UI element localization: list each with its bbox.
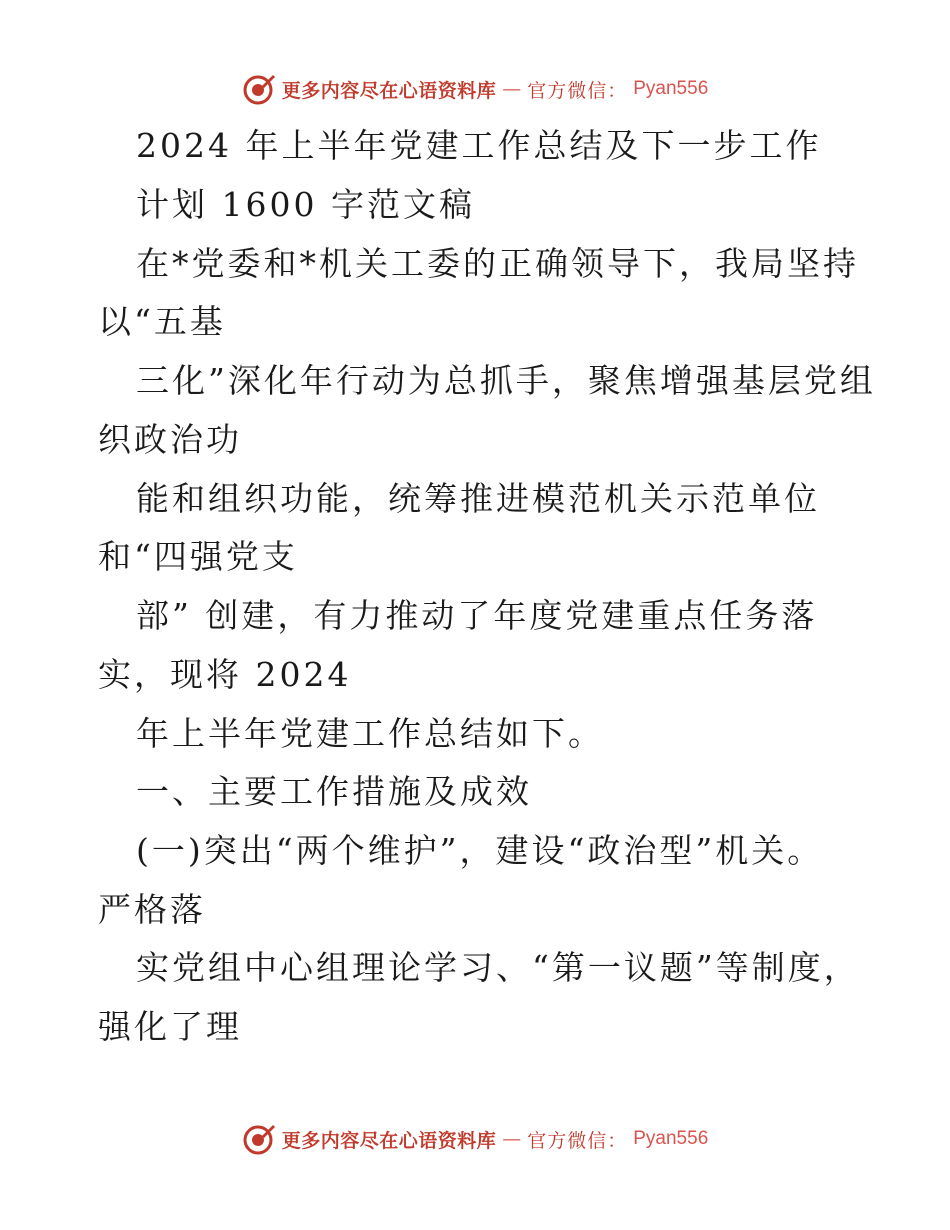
paragraph-line: 实党组中心组理论学习、“第一议题”等制度， bbox=[136, 948, 860, 987]
watermark-separator: — bbox=[502, 78, 522, 100]
paragraph-line: 强化了理 bbox=[98, 1007, 242, 1046]
watermark-separator: — bbox=[502, 1128, 522, 1150]
paragraph-line: 部” 创建，有力推动了年度党建重点任务落 bbox=[136, 596, 818, 635]
watermark-sub-text: 官方微信： bbox=[527, 79, 628, 102]
paragraph-line: 年上半年党建工作总结如下。 bbox=[136, 714, 604, 753]
paragraph-line: 织政治功 bbox=[98, 420, 242, 459]
watermark-wechat-id: Pyan556 bbox=[633, 78, 709, 99]
title-line-1: 2024 年上半年党建工作总结及下一步工作 bbox=[136, 126, 822, 165]
paragraph-line: 以“五基 bbox=[98, 302, 226, 341]
subsection-heading: (一)突出“两个维护”，建设“政治型”机关。 bbox=[136, 831, 824, 870]
watermark-wechat-id: Pyan556 bbox=[633, 1128, 709, 1149]
title-line-2: 计划 1600 字范文稿 bbox=[136, 185, 475, 224]
paragraph-line: 实，现将 2024 bbox=[98, 655, 352, 694]
footer-watermark bbox=[0, 1122, 950, 1156]
paragraph-line: 能和组织功能，统筹推进模范机关示范单位 bbox=[136, 479, 820, 518]
paragraph-line: 严格落 bbox=[98, 890, 206, 929]
section-heading: 一、主要工作措施及成效 bbox=[136, 772, 532, 811]
paragraph-line: 和“四强党支 bbox=[98, 537, 298, 576]
watermark-main-text: 更多内容尽在心语资料库 bbox=[281, 1129, 497, 1152]
paragraph-line: 在*党委和*机关工委的正确领导下，我局坚持 bbox=[136, 244, 859, 283]
watermark-main-text: 更多内容尽在心语资料库 bbox=[281, 79, 497, 102]
watermark-sub-text: 官方微信： bbox=[527, 1129, 628, 1152]
paragraph-line: 三化”深化年行动为总抓手，聚焦增强基层党组 bbox=[136, 361, 876, 400]
pen-logo-icon bbox=[242, 1122, 276, 1156]
